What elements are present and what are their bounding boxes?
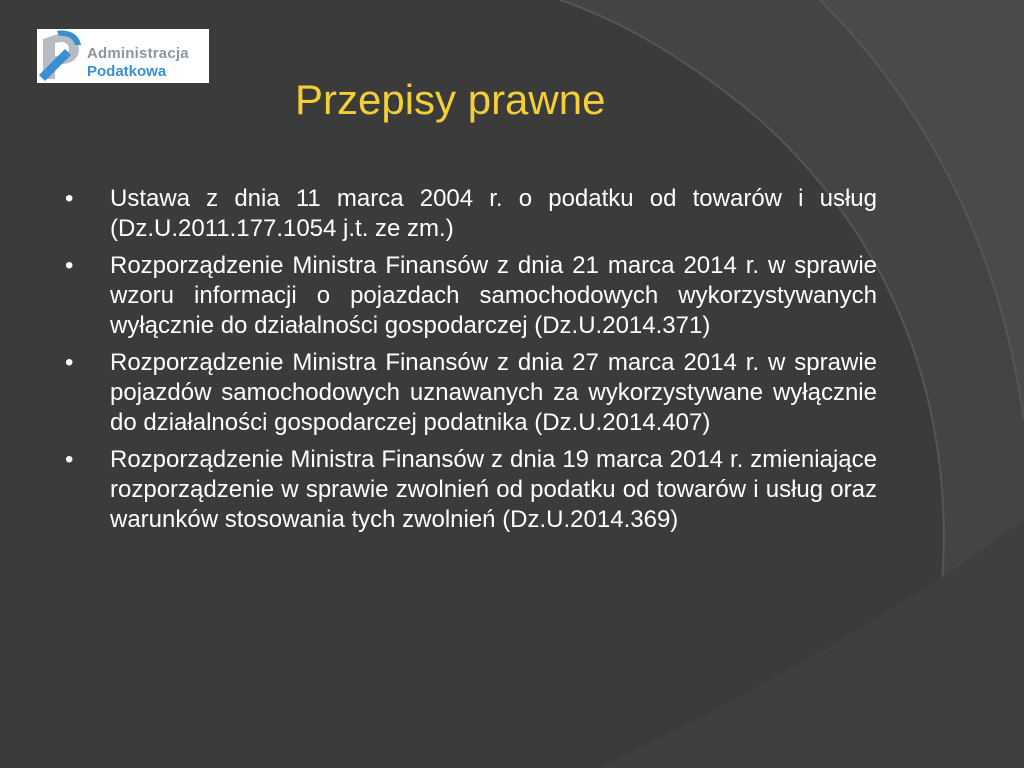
list-item-text: Rozporządzenie Ministra Finansów z dnia 21 marca 2014 r. w sprawie wzoru informacji o pojazdach samochodowych wykorzystywanych wyłącznie do działalności gospodarczej (Dz.U.2014.371) (110, 252, 877, 339)
bullet-list (65, 184, 877, 542)
list-item (65, 184, 877, 244)
logo (37, 29, 209, 83)
bullet-icon: • (65, 446, 74, 473)
bullet-icon: • (65, 349, 74, 376)
logo-text-line1: Administracja (87, 45, 189, 62)
bullet-icon: • (65, 185, 74, 212)
list-item-text: Rozporządzenie Ministra Finansów z dnia 19 marca 2014 r. zmieniające rozporządzenie w sprawie zwolnień od podatku od towarów i usług oraz warunków stosowania tych zwolnień (Dz.U.2014.369) (110, 446, 877, 533)
logo-mark-icon (37, 29, 85, 83)
list-item (65, 445, 877, 535)
list-item (65, 251, 877, 341)
list-item-text: Rozporządzenie Ministra Finansów z dnia 27 marca 2014 r. w sprawie pojazdów samochodowych uznawanych za wykorzystywane wyłącznie do działalności gospodarczej podatnika (Dz.U.2014.407) (110, 349, 877, 436)
bullet-icon: • (65, 252, 74, 279)
slide-title: Przepisy prawne (295, 76, 606, 123)
logo-text-line2: Podatkowa (87, 63, 167, 80)
list-item (65, 348, 877, 438)
list-item-text: Ustawa z dnia 11 marca 2004 r. o podatku od towarów i usług (Dz.U.2011.177.1054 j.t. ze zm.) (110, 185, 877, 242)
